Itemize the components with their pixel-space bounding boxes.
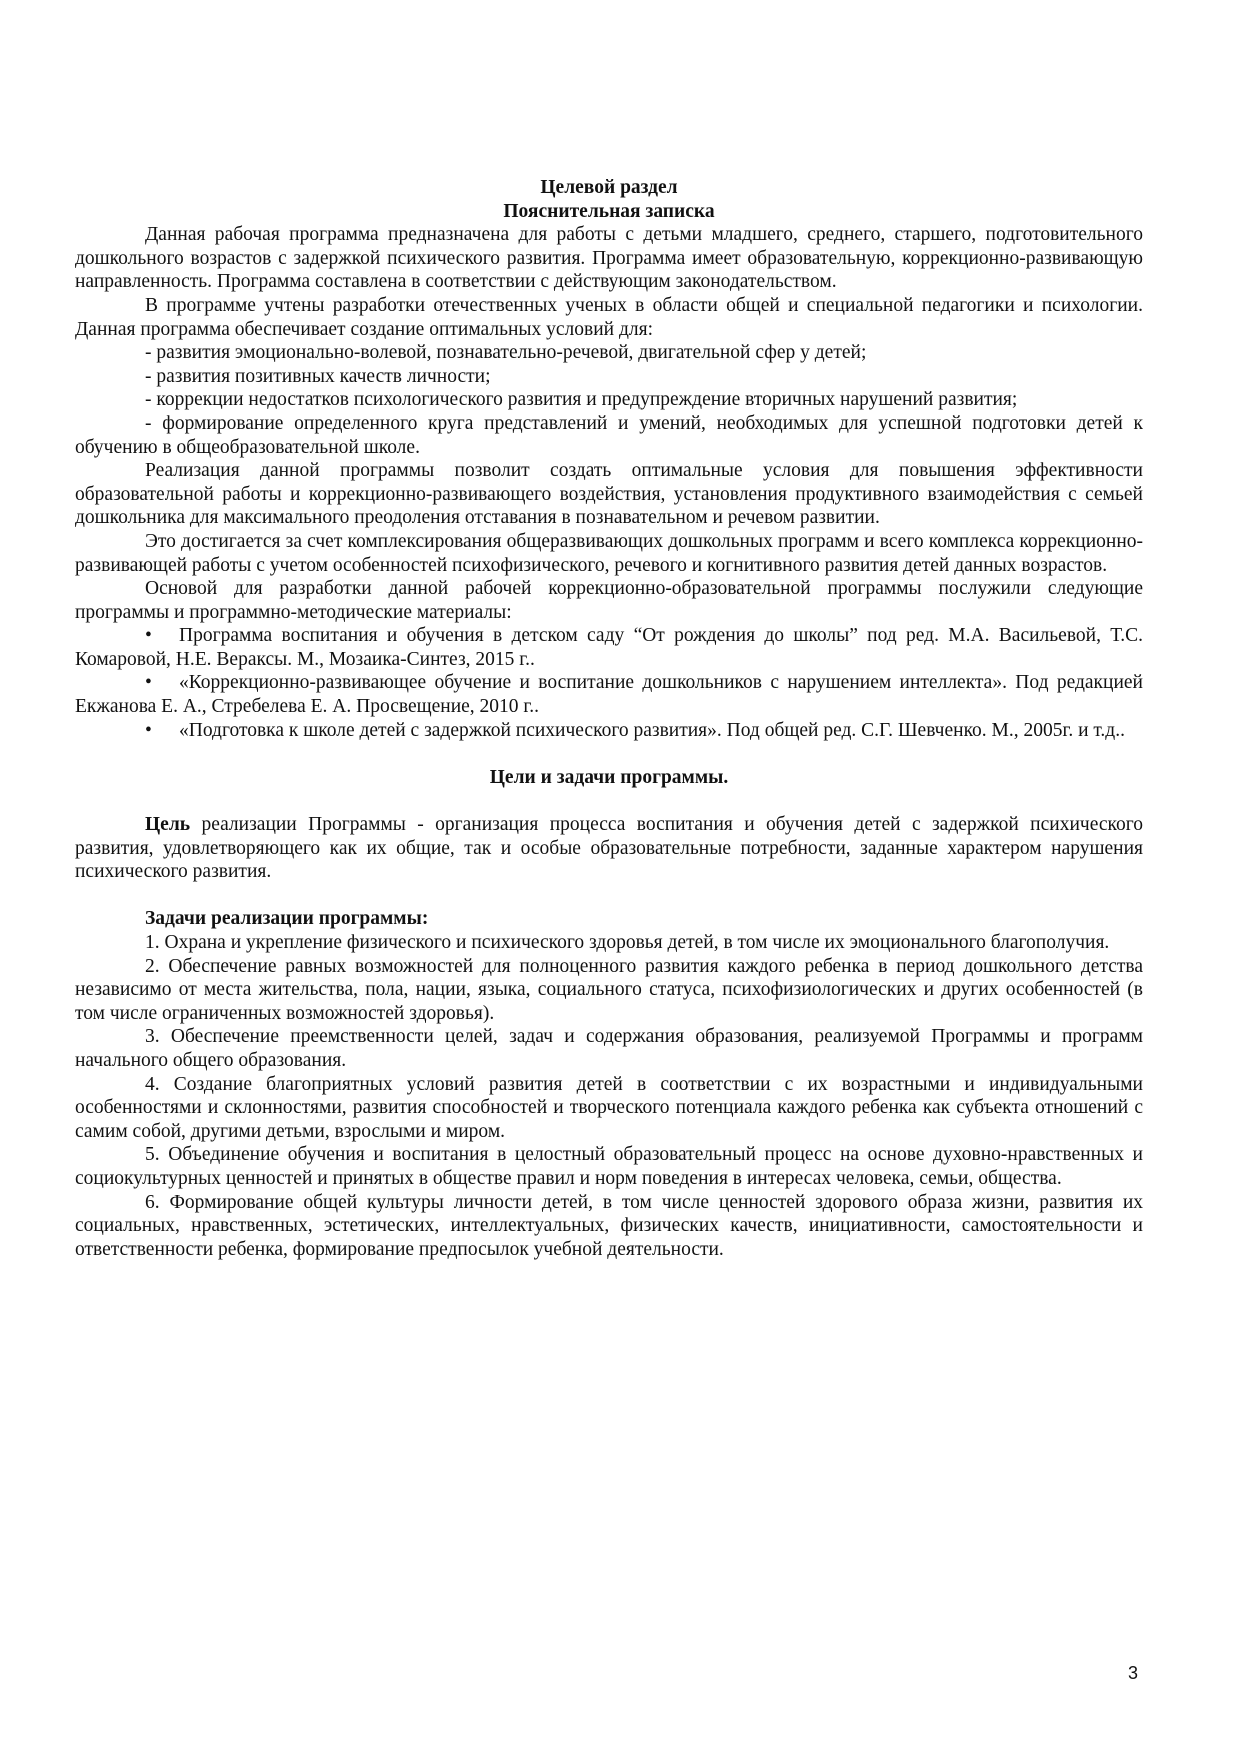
task-item: 5. Объединение обучения и воспитания в целостный образовательный процесс на основе духовно-нравственных и социокультурных ценностей и принятых в обществе правил и норм поведения в интересах человека, семьи, общества. — [75, 1144, 1143, 1189]
task-item: 3. Обеспечение преемственности целей, задач и содержания образования, реализуемой Программы и программ начального общего образования. — [75, 1026, 1143, 1071]
intro-paragraph: Данная рабочая программа предназначена для работы с детьми младшего, среднего, старшего, подготовительного дошкольного возрастов с задержкой психического развития. Программа имеет образовательную, коррекционно-развивающую направленность. Программа составлена в соответствии с действующим законодательством. — [75, 224, 1143, 293]
body-paragraph: Реализация данной программы позволит создать оптимальные условия для повышения эффективности образовательной работы и коррекционно-развивающего воздействия, установления продуктивного взаимодействия с семьей дошкольника для максимального преодоления отставания в познавательном и речевом развитии. — [75, 460, 1143, 529]
task-item: 2. Обеспечение равных возможностей для полноценного развития каждого ребенка в период дошкольного детства независимо от места жительства, пола, нации, языка, социального статуса, психофизиологических и других особенностей (в том числе ограниченных возможностей здоровья). — [75, 955, 1143, 1024]
source-text: «Подготовка к школе детей с задержкой психического развития». Под общей ред. С.Г. Шевченко. М., 2005г. и т.д.. — [179, 719, 1125, 741]
tasks-heading-text: Задачи реализации программы: — [145, 908, 429, 930]
goals-heading: Цели и задачи программы. — [489, 766, 729, 788]
source-item — [75, 624, 1143, 671]
source-item — [75, 671, 1143, 718]
body-paragraph: Это достигается за счет комплексирования общеразвивающих дошкольных программ и всего комплекса коррекционно-развивающей работы с учетом особенностей психофизического, речевого и когнитивного развития детей данных возрастов. — [75, 530, 1143, 576]
page-number: 3 — [1128, 1663, 1139, 1683]
goal-label: Цель — [145, 814, 191, 836]
task-item: 4. Создание благоприятных условий развития детей в соответствии с их возрастными и индивидуальными особенностями и склонностями, развития способностей и творческого потенциала каждого ребенка как субъекта отношений с самим собой, другими детьми, взрослыми и миром. — [75, 1073, 1143, 1142]
condition-item: - развития позитивных качеств личности; — [145, 365, 491, 387]
condition-item: - формирование определенного круга представлений и умений, необходимых для успешной подготовки детей к обучению в общеобразовательной школе. — [75, 412, 1143, 458]
section-subtitle: Пояснительная записка — [503, 200, 715, 222]
task-item: 6. Формирование общей культуры личности детей, в том числе ценностей здорового образа жизни, развития их социальных, нравственных, эстетических, интеллектуальных, физических качеств, инициативности, самостоятельности и ответственности ребенка, формирование предпосылок учебной деятельности. — [75, 1191, 1143, 1260]
source-text: Программа воспитания и обучения в детском саду “От рождения до школы” под ред. М.А. Васильевой, Т.С. Комаровой, Н.Е. Вераксы. М., Мозаика-Синтез, 2015 г.. — [75, 625, 1143, 670]
tasks-heading — [75, 907, 1143, 931]
source-text: «Коррекционно-развивающее обучение и воспитание дошкольников с нарушением интеллекта». Под редакцией Екжанова Е. А., Стребелева Е. А. Просвещение, 2010 г.. — [75, 672, 1143, 718]
intro-paragraph: В программе учтены разработки отечественных ученых в области общей и специальной педагогики и психологии. Данная программа обеспечивает создание оптимальных условий для: — [75, 294, 1143, 340]
bullet-icon: • — [145, 625, 152, 647]
goal-paragraph — [75, 813, 1143, 884]
body-paragraph: Основой для разработки данной рабочей коррекционно-образовательной программы послужили следующие программы и программно-методические материалы: — [75, 578, 1143, 623]
source-item — [75, 719, 1143, 743]
section-title: Целевой раздел — [540, 177, 678, 198]
condition-item: - развития эмоционально-волевой, познавательно-речевой, двигательной сфер у детей; — [145, 342, 867, 364]
condition-item: - коррекции недостатков психологического развития и предупреждение вторичных нарушений развития; — [145, 389, 1018, 411]
document-page — [75, 176, 1143, 1261]
goal-text: реализации Программы - организация процесса воспитания и обучения детей с задержкой психического развития, удовлетворяющего как их общие, так и особые образовательные потребности, заданные характером нарушения психического развития. — [75, 814, 1143, 883]
task-item: 1. Охрана и укрепление физического и психического здоровья детей, в том числе их эмоционального благополучия. — [145, 932, 1110, 953]
bullet-icon: • — [145, 719, 152, 741]
bullet-icon: • — [145, 672, 152, 694]
